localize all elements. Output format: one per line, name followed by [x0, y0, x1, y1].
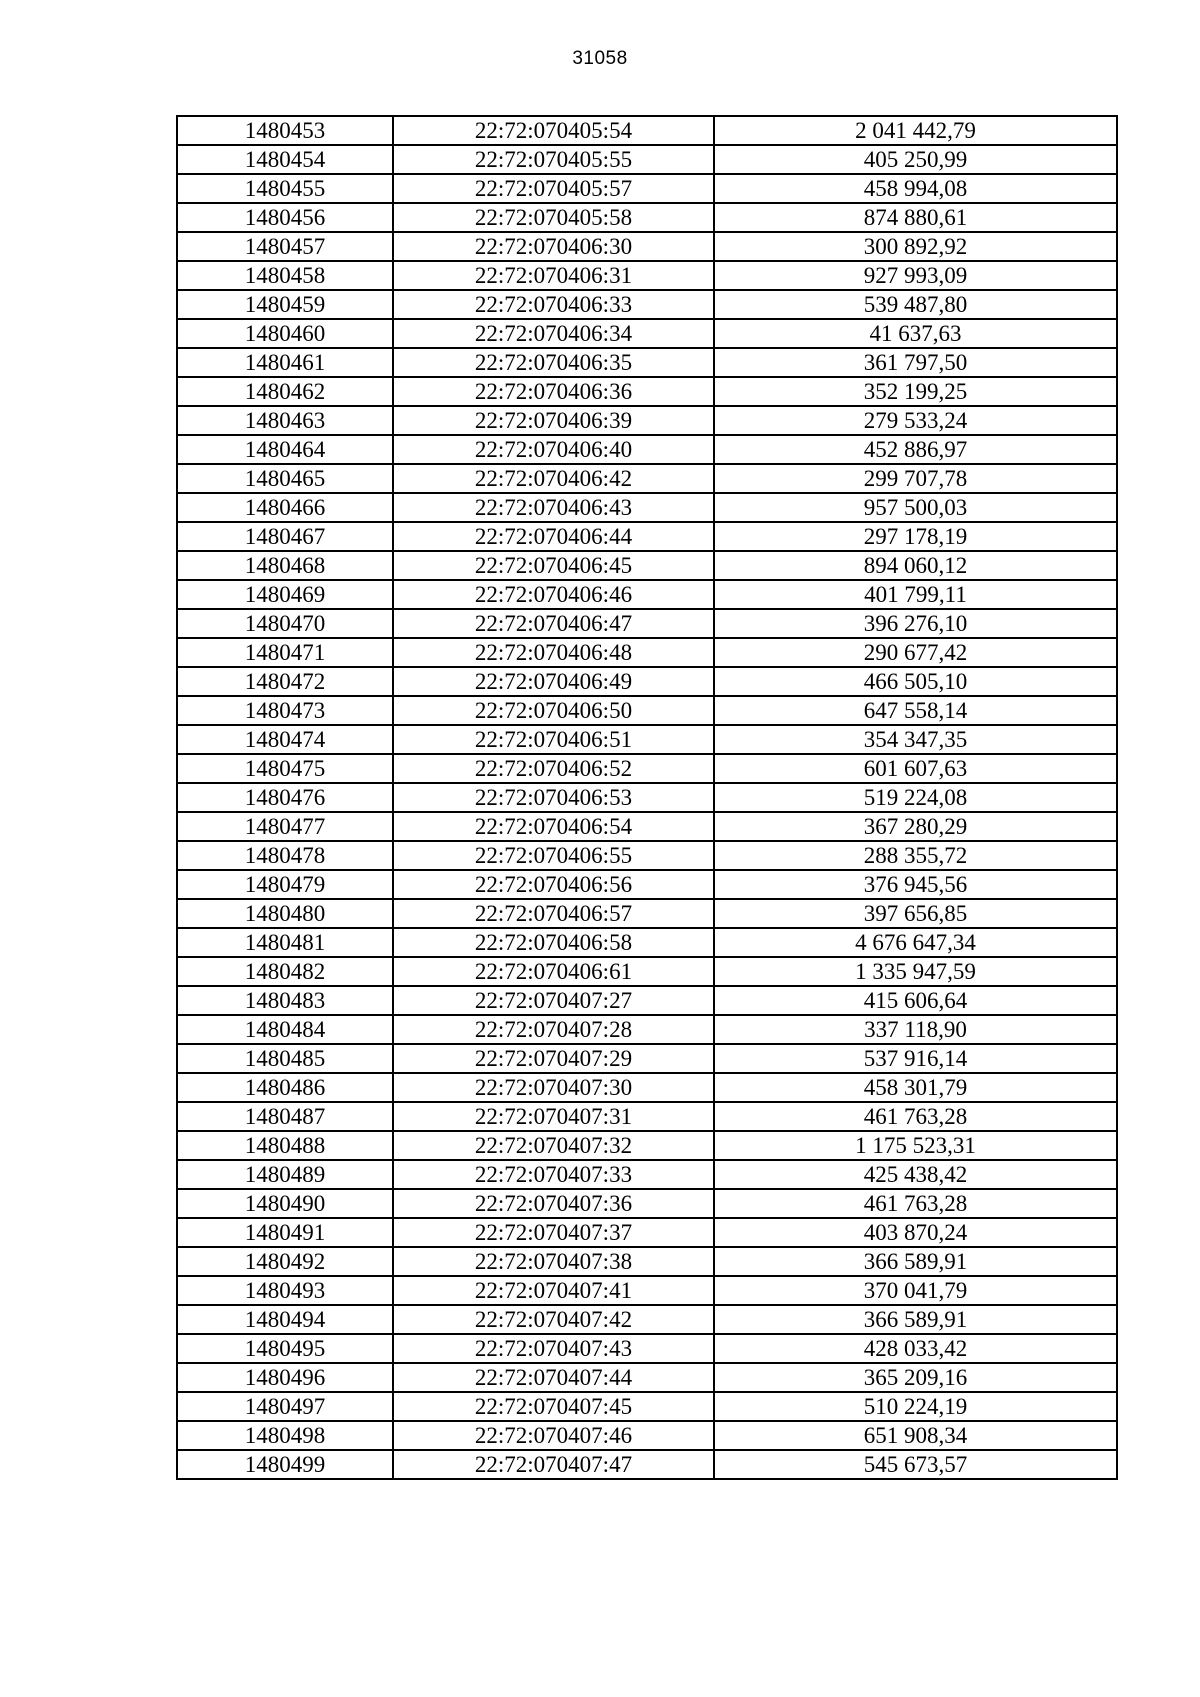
table-row: [177, 957, 1117, 986]
cadastral-value-cell: 1 335 947,59: [714, 957, 1117, 986]
cadastral-value-cell: 299 707,78: [714, 464, 1117, 493]
cadastral-number-cell: 22:72:070407:46: [393, 1421, 714, 1450]
row-number-cell: 1480488: [177, 1131, 393, 1160]
cadastral-number-cell: 22:72:070406:58: [393, 928, 714, 957]
table-row: [177, 928, 1117, 957]
row-number-cell: 1480470: [177, 609, 393, 638]
cadastral-value-cell: 370 041,79: [714, 1276, 1117, 1305]
row-number-cell: 1480492: [177, 1247, 393, 1276]
row-number-cell: 1480477: [177, 812, 393, 841]
cadastral-number-cell: 22:72:070406:46: [393, 580, 714, 609]
cadastral-number-cell: 22:72:070406:55: [393, 841, 714, 870]
table-row: [177, 754, 1117, 783]
cadastral-value-cell: 894 060,12: [714, 551, 1117, 580]
cadastral-number-cell: 22:72:070407:33: [393, 1160, 714, 1189]
cadastral-number-cell: 22:72:070406:44: [393, 522, 714, 551]
table-row: [177, 464, 1117, 493]
row-number-cell: 1480491: [177, 1218, 393, 1247]
cadastral-value-cell: 461 763,28: [714, 1189, 1117, 1218]
row-number-cell: 1480475: [177, 754, 393, 783]
table-row: [177, 551, 1117, 580]
cadastral-number-cell: 22:72:070406:31: [393, 261, 714, 290]
table-row: [177, 1218, 1117, 1247]
cadastral-value-cell: 288 355,72: [714, 841, 1117, 870]
cadastral-value-cell: 651 908,34: [714, 1421, 1117, 1450]
cadastral-value-cell: 300 892,92: [714, 232, 1117, 261]
cadastral-value-cell: 957 500,03: [714, 493, 1117, 522]
cadastral-value-cell: 365 209,16: [714, 1363, 1117, 1392]
cadastral-value-cell: 545 673,57: [714, 1450, 1117, 1479]
table-row: [177, 435, 1117, 464]
cadastral-value-cell: 461 763,28: [714, 1102, 1117, 1131]
row-number-cell: 1480472: [177, 667, 393, 696]
cadastral-value-cell: 297 178,19: [714, 522, 1117, 551]
table-row: [177, 1305, 1117, 1334]
table-row: [177, 261, 1117, 290]
cadastral-number-cell: 22:72:070406:45: [393, 551, 714, 580]
cadastral-value-cell: 519 224,08: [714, 783, 1117, 812]
cadastral-number-cell: 22:72:070405:58: [393, 203, 714, 232]
table-row: [177, 1160, 1117, 1189]
cadastral-number-cell: 22:72:070406:56: [393, 870, 714, 899]
row-number-cell: 1480460: [177, 319, 393, 348]
cadastral-number-cell: 22:72:070407:30: [393, 1073, 714, 1102]
row-number-cell: 1480461: [177, 348, 393, 377]
cadastral-value-cell: 366 589,91: [714, 1247, 1117, 1276]
table-row: [177, 609, 1117, 638]
cadastral-number-cell: 22:72:070406:52: [393, 754, 714, 783]
cadastral-value-cell: 337 118,90: [714, 1015, 1117, 1044]
cadastral-number-cell: 22:72:070406:39: [393, 406, 714, 435]
row-number-cell: 1480474: [177, 725, 393, 754]
cadastral-value-cell: 539 487,80: [714, 290, 1117, 319]
cadastral-number-cell: 22:72:070407:47: [393, 1450, 714, 1479]
table-row: [177, 1363, 1117, 1392]
table-row: [177, 377, 1117, 406]
table-row: [177, 1392, 1117, 1421]
table-row: [177, 986, 1117, 1015]
cadastral-value-cell: 352 199,25: [714, 377, 1117, 406]
table-row: [177, 406, 1117, 435]
table-row: [177, 1421, 1117, 1450]
cadastral-value-cell: 397 656,85: [714, 899, 1117, 928]
table-row: [177, 667, 1117, 696]
row-number-cell: 1480464: [177, 435, 393, 464]
row-number-cell: 1480493: [177, 1276, 393, 1305]
registry-table-body: [177, 116, 1117, 1479]
row-number-cell: 1480478: [177, 841, 393, 870]
row-number-cell: 1480457: [177, 232, 393, 261]
row-number-cell: 1480469: [177, 580, 393, 609]
cadastral-value-cell: 401 799,11: [714, 580, 1117, 609]
cadastral-number-cell: 22:72:070406:36: [393, 377, 714, 406]
row-number-cell: 1480499: [177, 1450, 393, 1479]
row-number-cell: 1480480: [177, 899, 393, 928]
cadastral-value-cell: 510 224,19: [714, 1392, 1117, 1421]
cadastral-number-cell: 22:72:070406:30: [393, 232, 714, 261]
cadastral-value-cell: 41 637,63: [714, 319, 1117, 348]
cadastral-number-cell: 22:72:070407:36: [393, 1189, 714, 1218]
cadastral-number-cell: 22:72:070407:38: [393, 1247, 714, 1276]
table-row: [177, 522, 1117, 551]
cadastral-number-cell: 22:72:070407:42: [393, 1305, 714, 1334]
cadastral-number-cell: 22:72:070406:50: [393, 696, 714, 725]
table-row: [177, 870, 1117, 899]
table-row: [177, 116, 1117, 145]
cadastral-number-cell: 22:72:070405:54: [393, 116, 714, 145]
row-number-cell: 1480490: [177, 1189, 393, 1218]
cadastral-number-cell: 22:72:070407:27: [393, 986, 714, 1015]
row-number-cell: 1480471: [177, 638, 393, 667]
row-number-cell: 1480467: [177, 522, 393, 551]
cadastral-number-cell: 22:72:070406:61: [393, 957, 714, 986]
table-row: [177, 1276, 1117, 1305]
table-row: [177, 841, 1117, 870]
table-row: [177, 319, 1117, 348]
cadastral-value-cell: 601 607,63: [714, 754, 1117, 783]
row-number-cell: 1480496: [177, 1363, 393, 1392]
table-row: [177, 812, 1117, 841]
row-number-cell: 1480463: [177, 406, 393, 435]
cadastral-number-cell: 22:72:070407:44: [393, 1363, 714, 1392]
cadastral-value-cell: 1 175 523,31: [714, 1131, 1117, 1160]
row-number-cell: 1480455: [177, 174, 393, 203]
cadastral-number-cell: 22:72:070407:31: [393, 1102, 714, 1131]
row-number-cell: 1480479: [177, 870, 393, 899]
cadastral-number-cell: 22:72:070406:54: [393, 812, 714, 841]
row-number-cell: 1480487: [177, 1102, 393, 1131]
cadastral-number-cell: 22:72:070406:57: [393, 899, 714, 928]
cadastral-number-cell: 22:72:070406:34: [393, 319, 714, 348]
cadastral-value-cell: 466 505,10: [714, 667, 1117, 696]
cadastral-value-cell: 425 438,42: [714, 1160, 1117, 1189]
cadastral-number-cell: 22:72:070407:28: [393, 1015, 714, 1044]
cadastral-value-cell: 647 558,14: [714, 696, 1117, 725]
table-row: [177, 580, 1117, 609]
row-number-cell: 1480497: [177, 1392, 393, 1421]
cadastral-value-cell: 376 945,56: [714, 870, 1117, 899]
row-number-cell: 1480454: [177, 145, 393, 174]
cadastral-number-cell: 22:72:070406:47: [393, 609, 714, 638]
row-number-cell: 1480462: [177, 377, 393, 406]
table-row: [177, 290, 1117, 319]
row-number-cell: 1480484: [177, 1015, 393, 1044]
table-row: [177, 203, 1117, 232]
row-number-cell: 1480453: [177, 116, 393, 145]
row-number-cell: 1480495: [177, 1334, 393, 1363]
table-row: [177, 1102, 1117, 1131]
cadastral-number-cell: 22:72:070406:53: [393, 783, 714, 812]
row-number-cell: 1480465: [177, 464, 393, 493]
row-number-cell: 1480459: [177, 290, 393, 319]
cadastral-value-cell: 452 886,97: [714, 435, 1117, 464]
table-row: [177, 174, 1117, 203]
row-number-cell: 1480456: [177, 203, 393, 232]
row-number-cell: 1480458: [177, 261, 393, 290]
cadastral-number-cell: 22:72:070405:55: [393, 145, 714, 174]
cadastral-number-cell: 22:72:070406:49: [393, 667, 714, 696]
table-row: [177, 1131, 1117, 1160]
table-row: [177, 348, 1117, 377]
row-number-cell: 1480498: [177, 1421, 393, 1450]
cadastral-value-cell: 396 276,10: [714, 609, 1117, 638]
table-row: [177, 1334, 1117, 1363]
table-row: [177, 145, 1117, 174]
cadastral-number-cell: 22:72:070407:45: [393, 1392, 714, 1421]
row-number-cell: 1480486: [177, 1073, 393, 1102]
cadastral-value-cell: 537 916,14: [714, 1044, 1117, 1073]
table-row: [177, 1247, 1117, 1276]
cadastral-number-cell: 22:72:070406:42: [393, 464, 714, 493]
cadastral-value-cell: 367 280,29: [714, 812, 1117, 841]
cadastral-value-cell: 403 870,24: [714, 1218, 1117, 1247]
table-row: [177, 1044, 1117, 1073]
table-row: [177, 638, 1117, 667]
cadastral-number-cell: 22:72:070406:48: [393, 638, 714, 667]
row-number-cell: 1480468: [177, 551, 393, 580]
cadastral-number-cell: 22:72:070406:51: [393, 725, 714, 754]
registry-table: [176, 115, 1118, 1480]
row-number-cell: 1480485: [177, 1044, 393, 1073]
cadastral-value-cell: 428 033,42: [714, 1334, 1117, 1363]
table-row: [177, 783, 1117, 812]
cadastral-number-cell: 22:72:070406:33: [393, 290, 714, 319]
row-number-cell: 1480481: [177, 928, 393, 957]
table-row: [177, 899, 1117, 928]
table-row: [177, 493, 1117, 522]
table-row: [177, 232, 1117, 261]
cadastral-value-cell: 354 347,35: [714, 725, 1117, 754]
cadastral-value-cell: 874 880,61: [714, 203, 1117, 232]
row-number-cell: 1480482: [177, 957, 393, 986]
cadastral-number-cell: 22:72:070407:41: [393, 1276, 714, 1305]
cadastral-value-cell: 290 677,42: [714, 638, 1117, 667]
cadastral-value-cell: 458 994,08: [714, 174, 1117, 203]
table-row: [177, 696, 1117, 725]
cadastral-value-cell: 2 041 442,79: [714, 116, 1117, 145]
cadastral-value-cell: 458 301,79: [714, 1073, 1117, 1102]
row-number-cell: 1480489: [177, 1160, 393, 1189]
cadastral-value-cell: 927 993,09: [714, 261, 1117, 290]
row-number-cell: 1480483: [177, 986, 393, 1015]
cadastral-number-cell: 22:72:070406:40: [393, 435, 714, 464]
table-row: [177, 1450, 1117, 1479]
row-number-cell: 1480466: [177, 493, 393, 522]
table-row: [177, 1073, 1117, 1102]
cadastral-number-cell: 22:72:070406:43: [393, 493, 714, 522]
cadastral-number-cell: 22:72:070405:57: [393, 174, 714, 203]
cadastral-number-cell: 22:72:070406:35: [393, 348, 714, 377]
table-row: [177, 725, 1117, 754]
cadastral-value-cell: 415 606,64: [714, 986, 1117, 1015]
cadastral-number-cell: 22:72:070407:37: [393, 1218, 714, 1247]
table-row: [177, 1015, 1117, 1044]
cadastral-number-cell: 22:72:070407:29: [393, 1044, 714, 1073]
cadastral-value-cell: 405 250,99: [714, 145, 1117, 174]
cadastral-value-cell: 361 797,50: [714, 348, 1117, 377]
row-number-cell: 1480476: [177, 783, 393, 812]
row-number-cell: 1480473: [177, 696, 393, 725]
cadastral-value-cell: 4 676 647,34: [714, 928, 1117, 957]
cadastral-value-cell: 279 533,24: [714, 406, 1117, 435]
page-number: 31058: [572, 48, 628, 69]
cadastral-value-cell: 366 589,91: [714, 1305, 1117, 1334]
cadastral-number-cell: 22:72:070407:43: [393, 1334, 714, 1363]
row-number-cell: 1480494: [177, 1305, 393, 1334]
cadastral-number-cell: 22:72:070407:32: [393, 1131, 714, 1160]
table-row: [177, 1189, 1117, 1218]
